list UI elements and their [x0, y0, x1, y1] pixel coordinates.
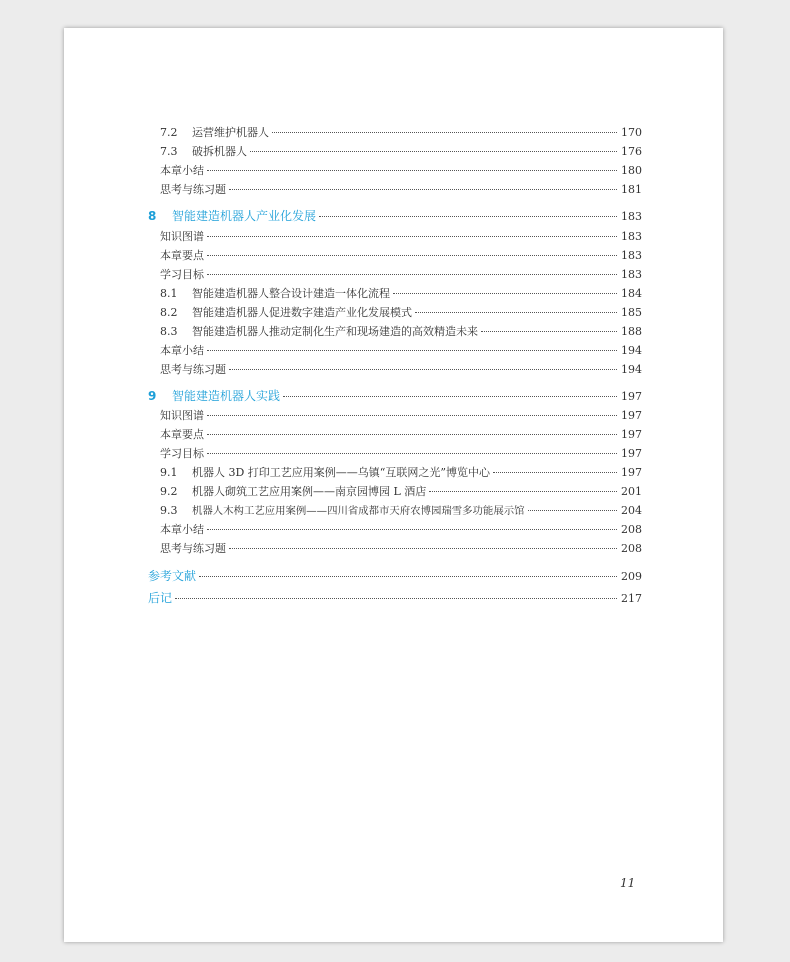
- toc-title: 运营维护机器人: [192, 126, 269, 139]
- toc-page: 208: [621, 523, 642, 536]
- dot-leader: [207, 350, 617, 351]
- dot-leader: [528, 510, 618, 511]
- book-page: [64, 28, 723, 942]
- toc-page: 201: [621, 485, 642, 498]
- chapter-title: 智能建造机器人产业化发展: [172, 209, 317, 223]
- toc-entry-ch9-summary[interactable]: [160, 523, 642, 537]
- toc-title: 本章小结: [160, 164, 204, 177]
- toc-title: 思考与练习题: [160, 363, 226, 376]
- dot-leader: [283, 396, 617, 397]
- toc-entry-9-3[interactable]: [160, 504, 642, 518]
- toc-title: 思考与练习题: [160, 542, 226, 555]
- toc-number: 9.3: [160, 504, 178, 517]
- toc-number: 7.3: [160, 145, 178, 158]
- toc-entry-8-1[interactable]: [160, 287, 642, 301]
- toc-page: 176: [621, 145, 642, 158]
- toc-title: 学习目标: [160, 268, 204, 281]
- toc-number: 7.2: [160, 126, 178, 139]
- toc-entry-ch8-exercises[interactable]: [160, 363, 642, 377]
- toc-title: 机器人砌筑工艺应用案例——南京园博园 L 酒店: [192, 485, 427, 498]
- toc-entry-7-3[interactable]: [160, 145, 642, 159]
- chapter-title: 后记: [148, 591, 173, 605]
- toc-title: 本章要点: [160, 249, 204, 262]
- toc-entry-ch9-exercises[interactable]: [160, 542, 642, 556]
- toc-title: 本章要点: [160, 428, 204, 441]
- toc-number: 9.2: [160, 485, 178, 498]
- toc-title: 知识图谱: [160, 409, 204, 422]
- dot-leader: [493, 472, 617, 473]
- chapter-number: 9: [148, 389, 157, 403]
- toc-title: 本章小结: [160, 344, 204, 357]
- toc-entry-9-2[interactable]: [160, 485, 642, 499]
- toc-page: 181: [621, 183, 642, 196]
- toc-entry-7-2[interactable]: [160, 126, 642, 140]
- dot-leader: [415, 312, 617, 313]
- dot-leader: [207, 274, 617, 275]
- toc-title: 知识图谱: [160, 230, 204, 243]
- toc-page: 197: [621, 428, 642, 441]
- dot-leader: [319, 216, 617, 217]
- toc-page: 217: [621, 592, 642, 605]
- dot-leader: [229, 369, 617, 370]
- toc-page: 183: [621, 210, 642, 223]
- toc-title: 机器人 3D 打印工艺应用案例——乌镇“互联网之光”博览中心: [192, 466, 491, 479]
- dot-leader: [207, 529, 617, 530]
- toc-entry-ch8-objectives[interactable]: [160, 268, 642, 282]
- dot-leader: [207, 255, 617, 256]
- toc-number: 8.2: [160, 306, 178, 319]
- toc-title: 机器人木构工艺应用案例——四川省成都市天府农博园瑞雪多功能展示馆: [192, 505, 525, 517]
- dot-leader: [229, 548, 617, 549]
- dot-leader: [207, 170, 617, 171]
- toc-entry-8-3[interactable]: [160, 325, 642, 339]
- toc-title: 智能建造机器人推动定制化生产和现场建造的高效精造未来: [192, 325, 478, 338]
- page-number: 11: [620, 876, 636, 890]
- toc-title: 智能建造机器人整合设计建造一体化流程: [192, 287, 390, 300]
- dot-leader: [393, 293, 617, 294]
- toc-entry-ch8-summary[interactable]: [160, 344, 642, 358]
- toc-title: 智能建造机器人促进数字建造产业化发展模式: [192, 306, 412, 319]
- toc-title: 思考与练习题: [160, 183, 226, 196]
- dot-leader: [175, 598, 617, 599]
- dot-leader: [207, 236, 617, 237]
- toc-page: 170: [621, 126, 642, 139]
- dot-leader: [250, 151, 617, 152]
- toc-number: 9.1: [160, 466, 178, 479]
- toc-references[interactable]: [148, 569, 642, 584]
- dot-leader: [207, 453, 617, 454]
- toc-title: 学习目标: [160, 447, 204, 460]
- toc-number: 8.1: [160, 287, 178, 300]
- toc-chapter-9[interactable]: [148, 389, 642, 404]
- chapter-title: 参考文献: [148, 569, 197, 583]
- toc-title: 破拆机器人: [192, 145, 247, 158]
- toc-page: 183: [621, 268, 642, 281]
- toc-entry-ch9-knowledge-map[interactable]: [160, 409, 642, 423]
- toc-entry-8-2[interactable]: [160, 306, 642, 320]
- toc-number: 8.3: [160, 325, 178, 338]
- dot-leader: [199, 576, 617, 577]
- toc-page: 197: [621, 466, 642, 479]
- toc-entry-ch7-exercises[interactable]: [160, 183, 642, 197]
- toc-afterword[interactable]: [148, 591, 642, 606]
- toc-page: 197: [621, 447, 642, 460]
- dot-leader: [229, 189, 617, 190]
- toc-page: 208: [621, 542, 642, 555]
- toc-page: 185: [621, 306, 642, 319]
- toc-page: 194: [621, 344, 642, 357]
- toc-entry-ch8-knowledge-map[interactable]: [160, 230, 642, 244]
- dot-leader: [429, 491, 617, 492]
- toc-page: 188: [621, 325, 642, 338]
- toc-entry-ch7-summary[interactable]: [160, 164, 642, 178]
- toc-page: 204: [621, 504, 642, 517]
- toc-entry-ch9-key-points[interactable]: [160, 428, 642, 442]
- toc-entry-ch8-key-points[interactable]: [160, 249, 642, 263]
- toc-page: 184: [621, 287, 642, 300]
- chapter-title: 智能建造机器人实践: [172, 389, 281, 403]
- toc-title: 本章小结: [160, 523, 204, 536]
- chapter-number: 8: [148, 209, 157, 223]
- dot-leader: [207, 434, 617, 435]
- toc-page: 197: [621, 409, 642, 422]
- toc-page: 183: [621, 249, 642, 262]
- dot-leader: [207, 415, 617, 416]
- toc-page: 183: [621, 230, 642, 243]
- dot-leader: [272, 132, 617, 133]
- toc-page: 197: [621, 390, 642, 403]
- toc-entry-ch9-objectives[interactable]: [160, 447, 642, 461]
- toc-entry-9-1[interactable]: [160, 466, 642, 480]
- toc-chapter-8[interactable]: [148, 209, 642, 224]
- dot-leader: [481, 331, 617, 332]
- toc-page: 209: [621, 570, 642, 583]
- toc-page: 180: [621, 164, 642, 177]
- toc-page: 194: [621, 363, 642, 376]
